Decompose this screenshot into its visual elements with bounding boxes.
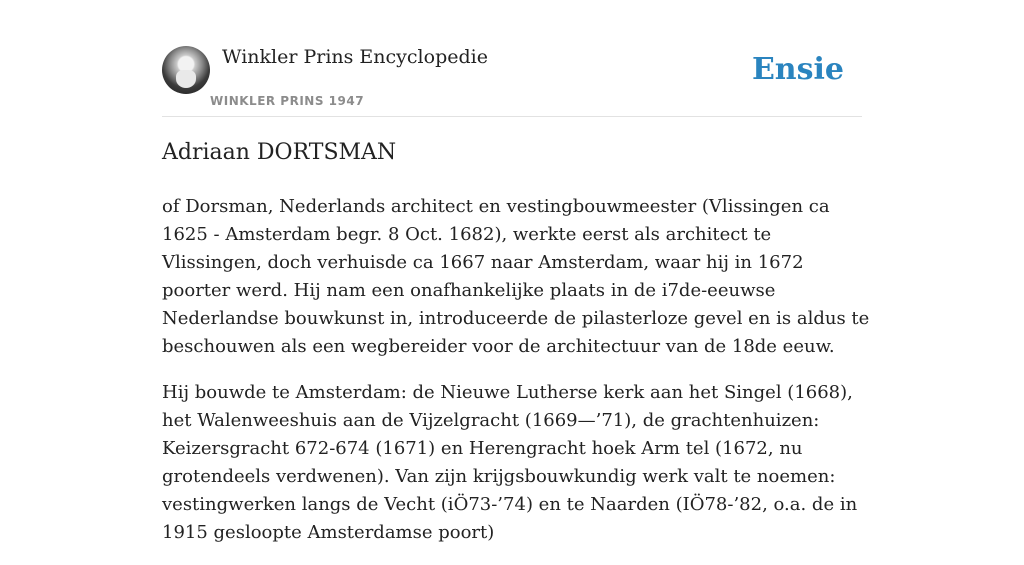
avatar-beard-detail — [176, 70, 196, 88]
paragraph-2: Hij bouwde te Amsterdam: de Nieuwe Lutherse kerk aan het Singel (1668), het Walenweeshuis aan de Vijzelgracht (1669—’71), de grachtenhuizen: Keizersgracht 672-674 (1671) en Herengracht hoek Arm tel (1672, nu grotendeels verdwenen). Van zijn krijgsbouwkundig werk valt te noemen: vestingwerken langs de Vecht (iÖ73-’74) en te Naarden (IÖ78-’82, o.a. de in 1915 gesloopte Amsterdamse poort) — [162, 382, 858, 543]
article-title: Adriaan DORTSMAN — [162, 140, 397, 165]
article-body — [162, 193, 872, 565]
header — [162, 46, 862, 117]
site-title[interactable]: Winkler Prins Encyclopedie — [222, 46, 488, 68]
brand-logo[interactable]: Ensie — [751, 52, 844, 87]
source-label: WINKLER PRINS 1947 — [210, 94, 365, 108]
paragraph-1: of Dorsman, Nederlands architect en vestingbouwmeester (Vlissingen ca 1625 - Amsterdam begr. 8 Oct. 1682), werkte eerst als architect te Vlissingen, doch verhuisde ca 1667 naar Amsterdam, waar hij in 1672 poorter werd. Hij nam een onafhankelijke plaats in de i7de-eeuwse Nederlandse bouwkunst in, introduceerde de pilasterloze gevel en is aldus te beschouwen als een wegbereider voor de architectuur van de 18de eeuw. — [162, 196, 870, 357]
author-avatar[interactable] — [162, 46, 210, 94]
